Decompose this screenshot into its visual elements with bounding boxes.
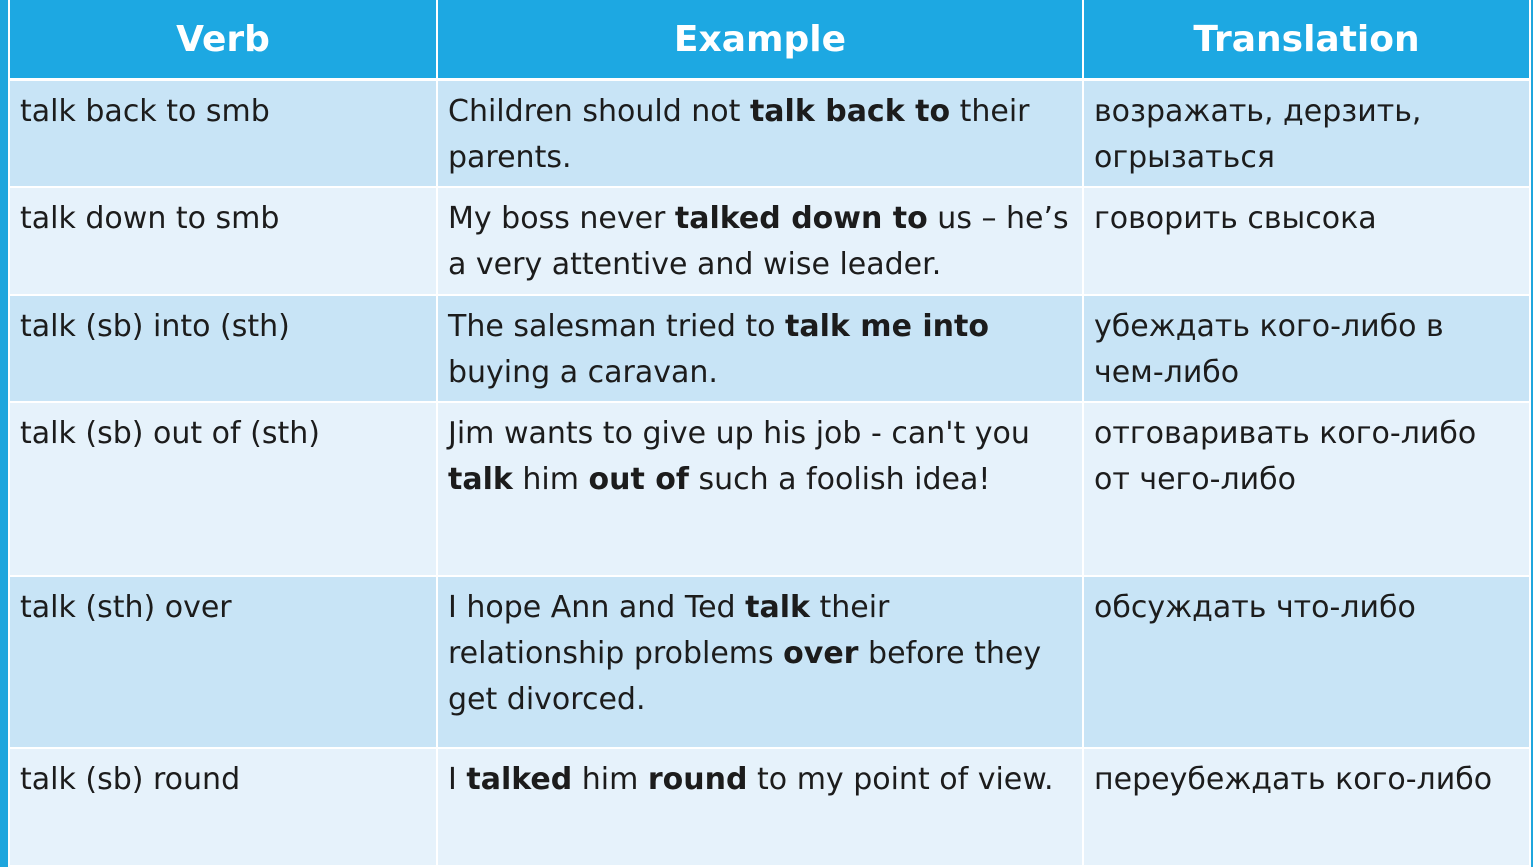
example-text: The salesman tried to [448,308,786,344]
header-translation: Translation [1083,0,1530,80]
example-text: I hope Ann and Ted [448,589,746,625]
verb-cell: talk down to smb [9,187,437,295]
example-highlight: talk me into [785,308,989,344]
example-highlight: talked down to [674,200,928,236]
table-row [9,402,1530,576]
translation-cell: говорить свысока [1083,187,1530,295]
example-text: him [512,461,589,497]
verb-cell: talk (sb) round [9,748,437,866]
verb-cell: talk back to smb [9,80,437,187]
translation-cell: отговаривать кого-либо от чего-либо [1083,402,1530,576]
example-cell [437,295,1083,402]
example-text: such a foolish idea! [688,461,991,497]
table-row [9,576,1530,748]
example-highlight: talk [745,589,810,625]
example-text: their relationship problems [448,589,890,671]
table-header-row [9,0,1530,80]
example-highlight: round [647,761,748,797]
example-text: to my point of view. [747,761,1054,797]
example-cell [437,187,1083,295]
phrasal-verb-table-frame [8,0,1529,864]
example-text: us – he’s a very attentive and wise leader. [448,200,1069,282]
header-verb: Verb [9,0,437,80]
header-example: Example [437,0,1083,80]
example-text: Jim wants to give up his job - can't you [448,415,1030,451]
translation-cell: убеждать кого-либо в чем-либо [1083,295,1530,402]
table-row [9,187,1530,295]
table-row [9,748,1530,866]
example-text: before they get divorced. [448,635,1042,717]
example-text: him [572,761,648,797]
example-cell [437,576,1083,748]
example-text: I [448,761,467,797]
verb-cell: talk (sb) out of (sth) [9,402,437,576]
table-row [9,295,1530,402]
example-cell [437,80,1083,187]
example-highlight: talk back to [749,94,951,129]
example-text: buying a caravan. [448,354,718,390]
translation-cell: переубеждать кого-либо [1083,748,1530,866]
translation-cell: возражать, дерзить, огрызаться [1083,80,1530,187]
verb-cell: talk (sth) over [9,576,437,748]
table-row [9,80,1530,187]
example-text: My boss never [448,200,675,236]
example-highlight: out of [588,461,689,497]
phrasal-verb-table [8,0,1531,867]
example-highlight: over [783,635,859,671]
example-cell [437,402,1083,576]
example-highlight: talked [466,761,573,797]
verb-cell: talk (sb) into (sth) [9,295,437,402]
example-highlight: talk [448,461,513,497]
translation-cell: обсуждать что-либо [1083,576,1530,748]
example-text: their parents. [448,94,1030,175]
example-cell [437,748,1083,866]
example-text: Children should not [448,94,750,129]
